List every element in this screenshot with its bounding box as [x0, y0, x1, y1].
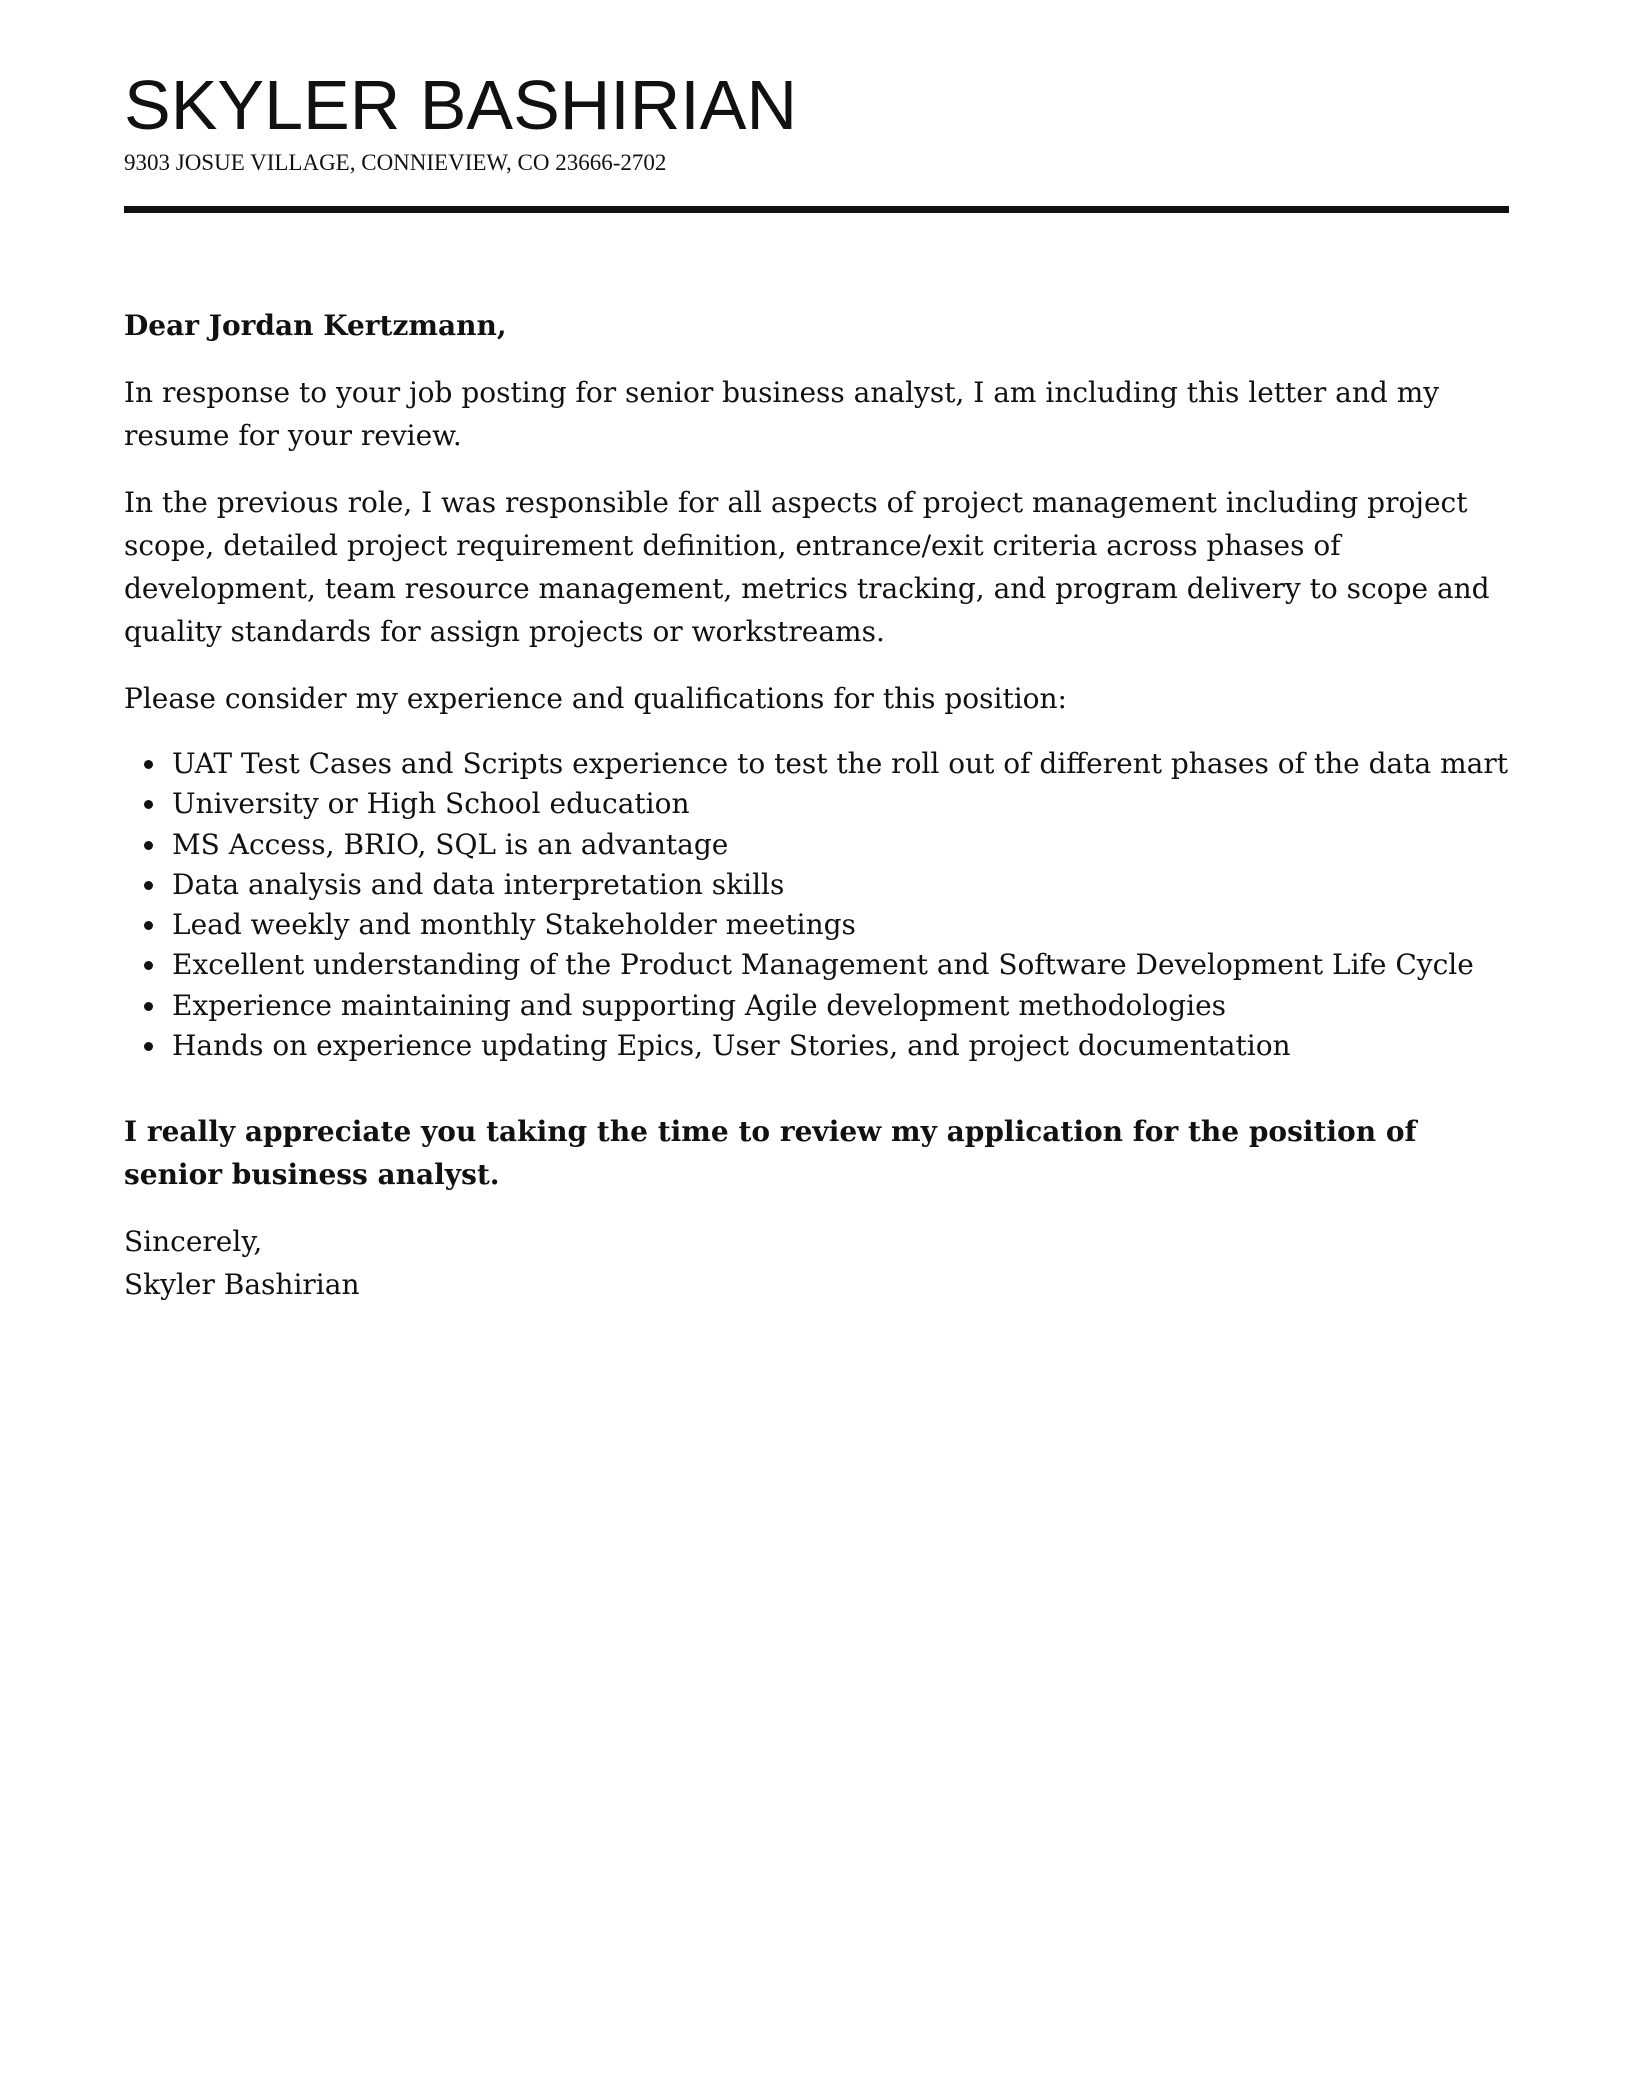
list-item-text: Lead weekly and monthly Stakeholder meetings — [172, 908, 856, 942]
letter-body — [124, 304, 1509, 1330]
list-item — [124, 825, 1509, 865]
signoff: Sincerely, — [124, 1225, 263, 1259]
bullet-icon — [144, 921, 153, 930]
applicant-name: SKYLER BASHIRIAN — [124, 66, 797, 144]
signature-name: Skyler Bashirian — [124, 1268, 360, 1302]
list-item — [124, 905, 1509, 945]
applicant-address: 9303 JOSUE VILLAGE, CONNIEVIEW, CO 23666-2702 — [124, 150, 667, 175]
list-item-text: UAT Test Cases and Scripts experience to test the roll out of different phases of the data mart — [172, 747, 1508, 780]
qualifications-intro: Please consider my experience and qualifications for this position: — [124, 682, 1067, 715]
bullet-icon — [144, 1002, 153, 1011]
list-item — [124, 945, 1509, 985]
list-item-text: University or High School education — [172, 787, 690, 821]
header-divider — [124, 206, 1509, 213]
bullet-icon — [144, 760, 153, 769]
qualifications-list — [124, 744, 1509, 1066]
list-item-text: MS Access, BRIO, SQL is an advantage — [172, 827, 729, 861]
bullet-icon — [144, 1042, 153, 1051]
salutation: Dear Jordan Kertzmann, — [124, 309, 507, 342]
list-item — [124, 986, 1509, 1026]
signoff-block — [124, 1220, 1509, 1306]
list-item — [124, 744, 1509, 784]
list-item-text: Hands on experience updating Epics, User Stories, and project documentation — [172, 1029, 1291, 1063]
bullet-icon — [144, 881, 153, 890]
list-item — [124, 1026, 1509, 1066]
list-item — [124, 784, 1509, 824]
bullet-icon — [144, 961, 153, 970]
list-item-text: Data analysis and data interpretation skills — [172, 867, 785, 901]
list-item-text: Excellent understanding of the Product Management and Software Development Life Cycle — [172, 948, 1474, 982]
bullet-icon — [144, 841, 153, 850]
bullet-icon — [144, 800, 153, 809]
experience-paragraph: In the previous role, I was responsible for all aspects of project management including project scope, detailed project requirement definition, entrance/exit criteria across phases of development, team resource management, metrics tracking, and program delivery to scope and quality standards for assign projects or workstreams. — [124, 486, 1490, 648]
list-item — [124, 865, 1509, 905]
list-item-text: Experience maintaining and supporting Agile development methodologies — [172, 988, 1227, 1022]
intro-paragraph: In response to your job posting for senior business analyst, I am including this letter and my resume for your review. — [124, 376, 1440, 452]
closing-statement: I really appreciate you taking the time to review my application for the position of senior business analyst. — [124, 1115, 1417, 1192]
